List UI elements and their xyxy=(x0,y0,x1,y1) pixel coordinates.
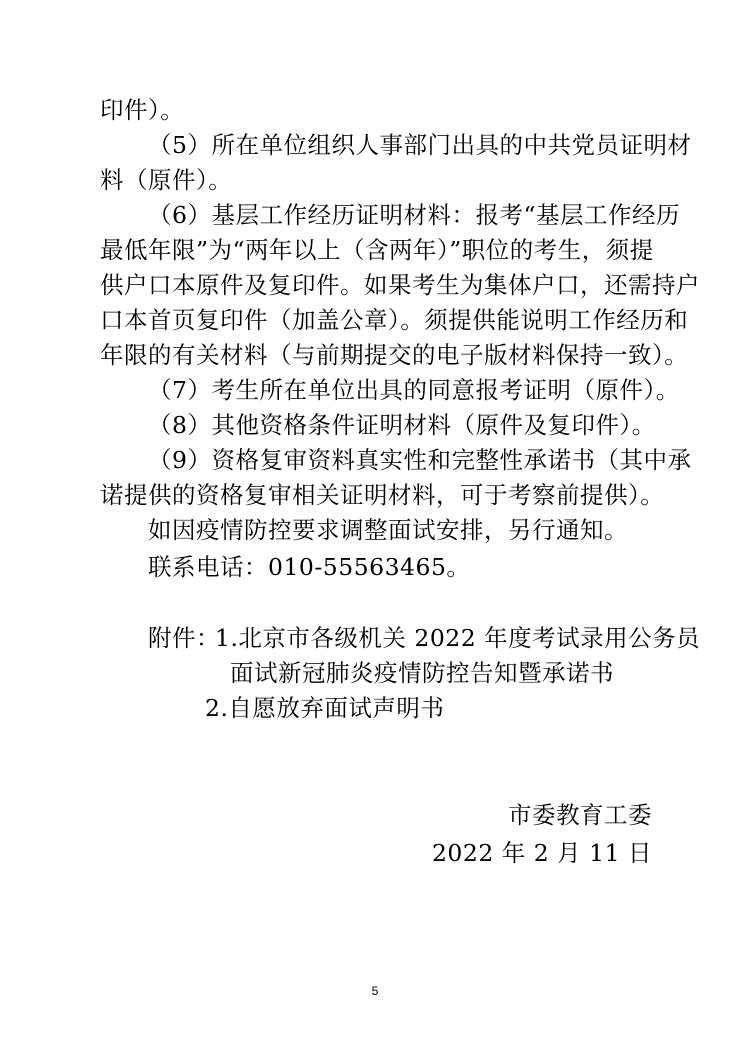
body-line: 最低年限”为“两年以上（含两年）”职位的考生，须提 xyxy=(100,236,654,264)
attachments-label: 附件： xyxy=(148,624,220,652)
body-line: 诺提供的资格复审相关证明材料，可于考察前提供）。 xyxy=(100,481,665,509)
body-line: （6）基层工作经历证明材料：报考“基层工作经历 xyxy=(148,201,680,229)
body-line: 供户口本原件及复印件。如果考生为集体户口，还需持户 xyxy=(100,271,700,299)
body-line: （7）考生所在单位出具的同意报考证明（原件）。 xyxy=(148,376,680,404)
issue-date: 2022 年 2 月 11 日 xyxy=(431,839,652,867)
body-line: （9）资格复审资料真实性和完整性承诺书（其中承 xyxy=(148,446,692,474)
page-number: 5 xyxy=(371,984,379,998)
body-line: 年限的有关材料（与前期提交的电子版材料保持一致）。 xyxy=(100,341,689,369)
contact-phone: 联系电话：010-55563465。 xyxy=(148,553,471,581)
body-line: 如因疫情防控要求调整面试安排，另行通知。 xyxy=(148,516,628,544)
body-line: 口本首页复印件（加盖公章）。须提供能说明工作经历和 xyxy=(100,306,689,334)
body-line: 印件）。 xyxy=(100,96,185,124)
body-line: （8）其他资格条件证明材料（原件及复印件）。 xyxy=(148,411,656,439)
attachment-item-2: 2.自愿放弃面试声明书 xyxy=(205,694,445,722)
body-line: 料（原件）。 xyxy=(100,166,233,194)
attachment-item-1-continued: 面试新冠肺炎疫情防控告知暨承诺书 xyxy=(230,659,614,687)
issuer: 市委教育工委 xyxy=(508,801,652,829)
body-line: （5）所在单位组织人事部门出具的中共党员证明材 xyxy=(148,131,692,159)
attachment-item-1: 1.北京市各级机关 2022 年度考试录用公务员 xyxy=(215,624,701,652)
